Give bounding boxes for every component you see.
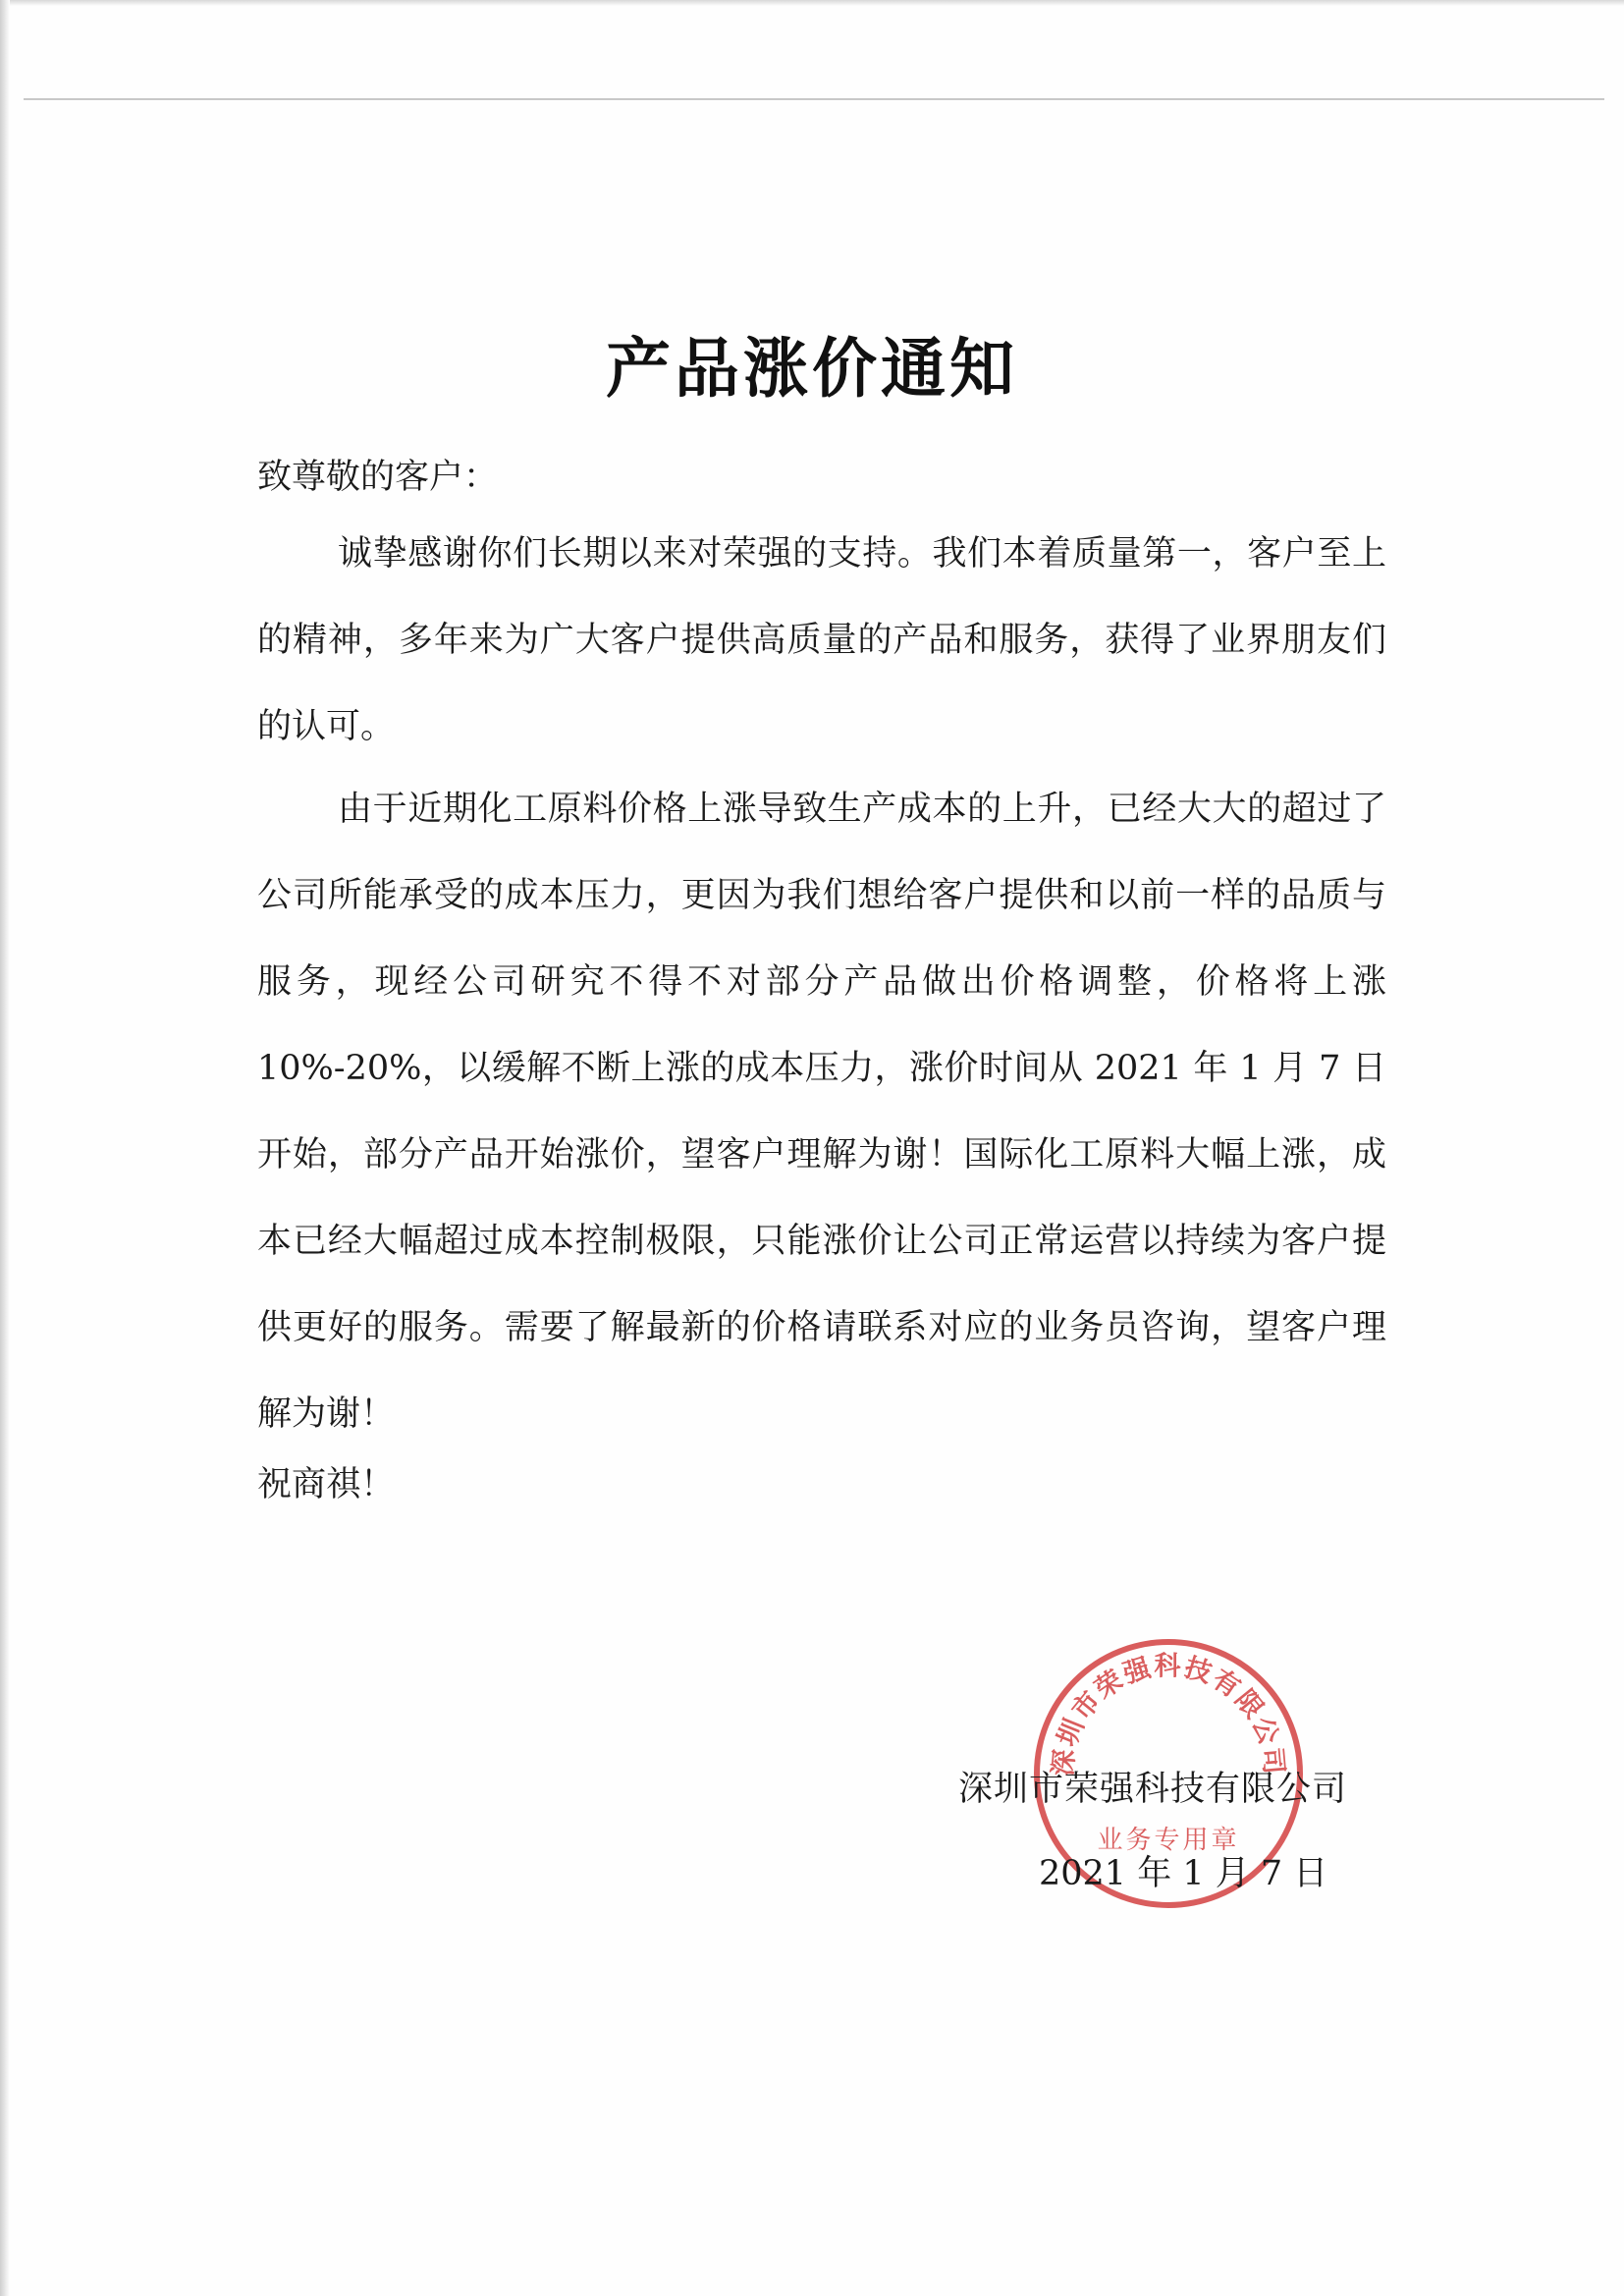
body-paragraph: 诚挚感谢你们长期以来对荣强的支持。我们本着质量第一，客户至上的精神，多年来为广大客户提供高质量的产品和服务，获得了业界朋友们的认可。 <box>257 534 1386 746</box>
signature-date: 2021 年 1 月 7 日 <box>1039 1854 1328 1893</box>
salutation: 致尊敬的客户： <box>257 458 499 497</box>
svg-text:业务专用章: 业务专用章 <box>1097 1826 1240 1855</box>
signature-company: 深圳市荣强科技有限公司 <box>958 1770 1348 1809</box>
scan-edge <box>0 0 1624 6</box>
header-rule <box>24 98 1604 100</box>
closing-greeting: 祝商祺！ <box>257 1465 396 1504</box>
document-title: 产品涨价通知 <box>606 331 1018 407</box>
svg-text:深圳市荣强科技有限公司: 深圳市荣强科技有限公司 <box>1048 1651 1289 1777</box>
body-paragraph: 由于近期化工原料价格上涨导致生产成本的上升，已经大大的超过了公司所能承受的成本压力，更因为我们想给客户提供和以前一样的品质与服务，现经公司研究不得不对部分产品做出价格调整，价格将上涨 10%-20%，以缓解不断上涨的成本压力，涨价时间从 2021 年 1 月 7 日开始，部分产品开始涨价，望客户理解为谢！国际化工原料大幅上涨，成本已经大幅超过成本控制极限，只能涨价让公司正常运营以持续为客户提供更好的服务。需要了解最新的价格请联系对应的业务员咨询，望客户理解为谢！ <box>257 790 1386 1434</box>
